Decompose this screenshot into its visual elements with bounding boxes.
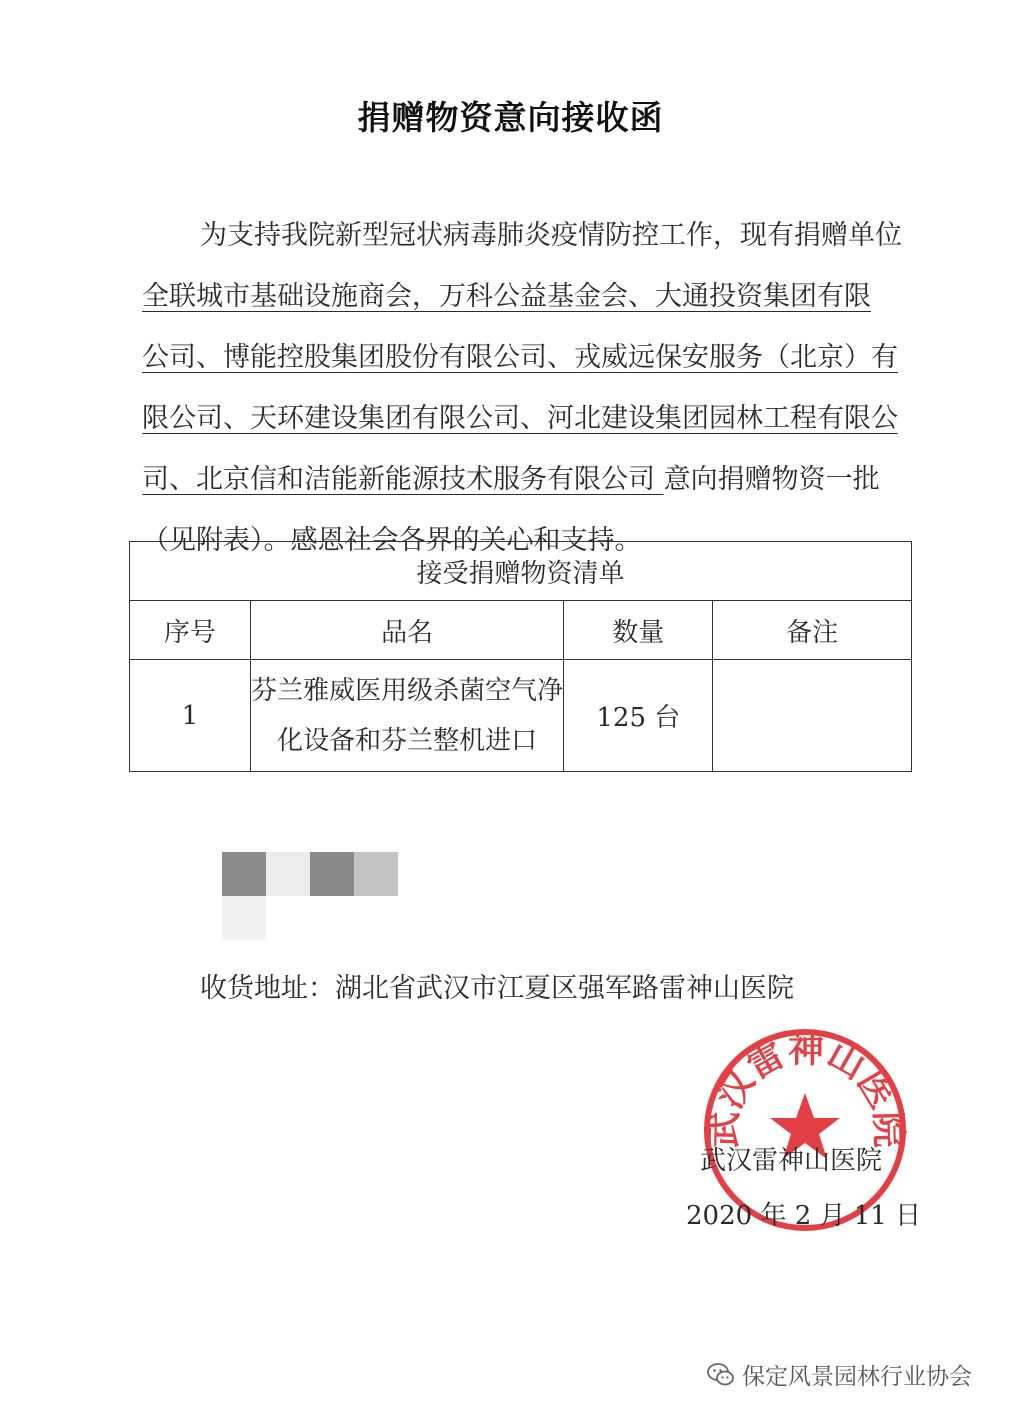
donation-goods-table	[129, 541, 912, 772]
cell-name	[250, 660, 564, 772]
body-paragraph	[142, 205, 902, 571]
column-header-qty: 数量	[564, 601, 713, 660]
signature-organization: 武汉雷神山医院	[700, 1146, 883, 1176]
source-watermark	[706, 1358, 972, 1391]
watermark-text: 保定风景园林行业协会	[742, 1364, 972, 1390]
paragraph-line-donors: 公司、博能控股集团股份有限公司、戎威远保安服务（北京）有	[142, 342, 898, 373]
redacted-mosaic	[222, 852, 398, 940]
cell-note	[713, 660, 912, 772]
document-title: 捐赠物资意向接收函	[357, 98, 664, 137]
column-header-no: 序号	[130, 601, 251, 660]
cell-name-line: 芬兰雅威医用级杀菌空气净	[251, 675, 564, 706]
signature-date: 2020 年 2 月 11 日	[686, 1201, 922, 1231]
paragraph-line-donors: 全联城市基础设施商会，万科公益基金会、大通投资集团有限	[142, 281, 871, 312]
paragraph-line	[142, 449, 902, 510]
table-header-row	[130, 601, 912, 660]
paragraph-line-donors: 限公司、天环建设集团有限公司、河北建设集团园林工程有限公	[142, 403, 898, 434]
column-header-name: 品名	[250, 601, 564, 660]
cell-qty: 125 台	[564, 660, 713, 772]
seal-text: 武汉雷神山医院	[702, 1028, 910, 1149]
cell-no: 1	[130, 660, 251, 772]
cell-name-line: 化设备和芬兰整机进口	[277, 725, 538, 756]
table-row	[130, 660, 912, 772]
delivery-address: 收货地址：湖北省武汉市江夏区强军路雷神山医院	[200, 973, 794, 1004]
paragraph-text: 意向捐赠物资一批	[663, 464, 880, 495]
paragraph-line: 为支持我院新型冠状病毒肺炎疫情防控工作，现有捐赠单位	[200, 220, 902, 251]
wechat-icon	[706, 1360, 736, 1390]
column-header-note: 备注	[713, 601, 912, 660]
table-caption: 接受捐赠物资清单	[130, 542, 912, 601]
paragraph-line: （见附表）。感恩社会各界的关心和支持。	[142, 525, 642, 556]
paragraph-donors-end: 司、北京信和洁能新能源技术服务有限公司	[142, 464, 664, 495]
table-caption-row	[130, 542, 912, 601]
